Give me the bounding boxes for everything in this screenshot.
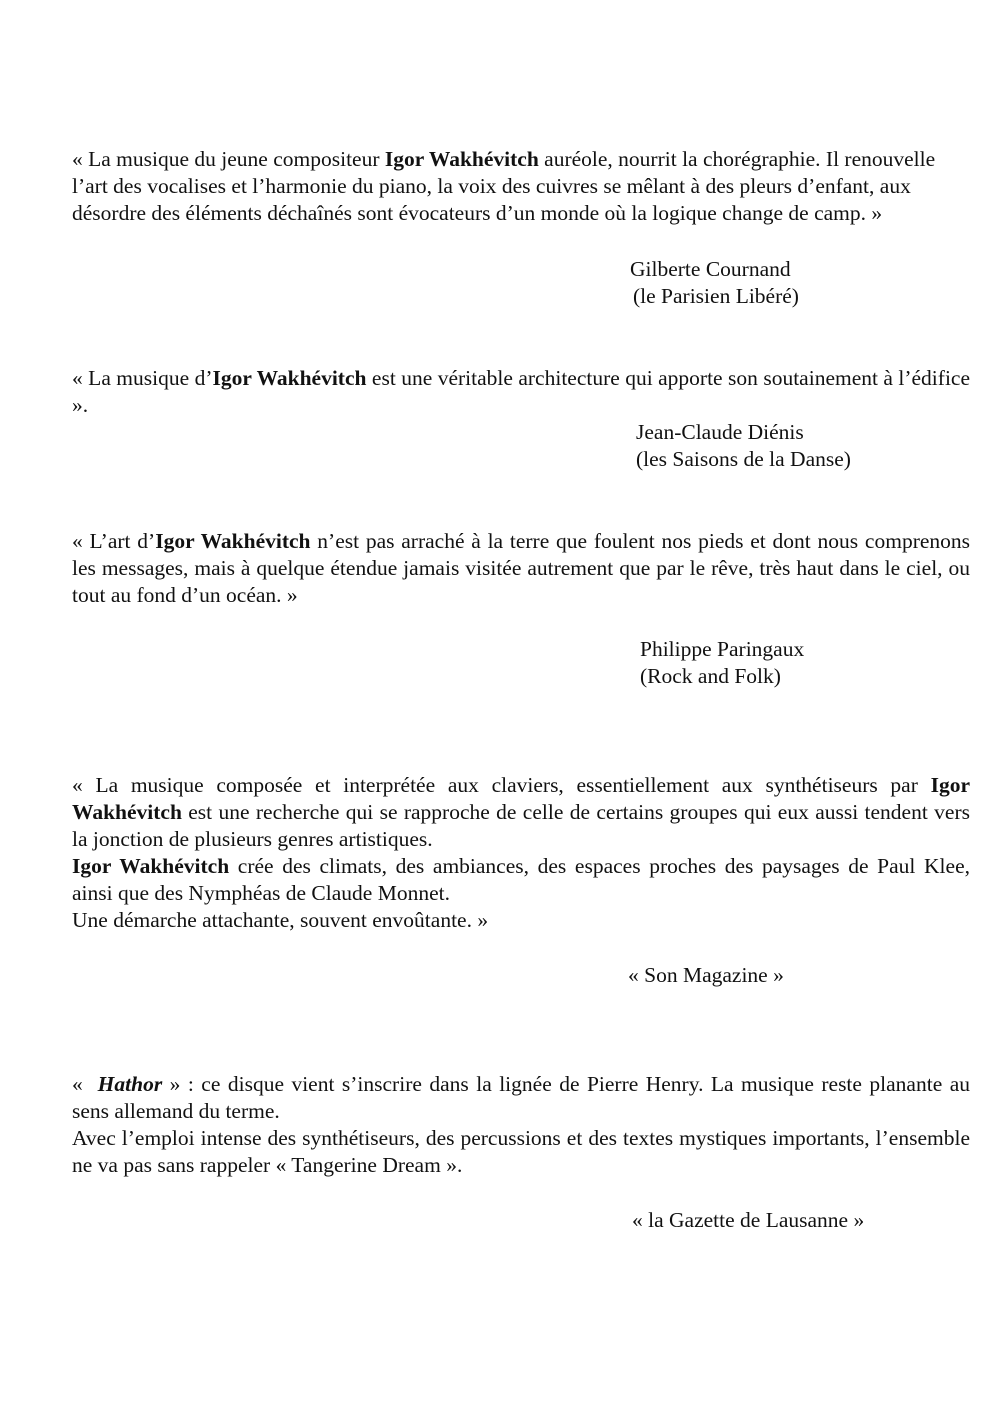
quote-3-publication: (Rock and Folk) [640, 664, 781, 688]
album-title: Hathor [97, 1072, 163, 1096]
quote-2-text: « La musique d’Igor Wakhévitch est une véritable architecture qui apporte son soutainement à l’édifice ». [72, 366, 970, 417]
composer-name: Igor Wakhévitch [384, 147, 539, 171]
quote-3-text: « L’art d’Igor Wakhévitch n’est pas arraché à la terre que foulent nos pieds et dont nous comprenons les messages, mais à quelque étendue jamais visitée autrement que par le rêve, très haut dans le ciel, ou tout au fond d’un océan. » [72, 529, 971, 607]
quote-3 [72, 528, 970, 609]
quote-5-publication: « la Gazette de Lausanne » [632, 1208, 865, 1232]
quote-5-paragraph-1: « Hathor » : ce disque vient s’inscrire dans la lignée de Pierre Henry. La musique reste planante au sens allemand du terme. [72, 1072, 970, 1123]
composer-name: Igor Wakhévitch [72, 854, 230, 878]
composer-name: Igor Wakhévitch [212, 366, 367, 390]
quote-1-author: Gilberte Cournand [630, 257, 791, 281]
quote-1-text: « La musique du jeune compositeur Igor Wakhévitch auréole, nourrit la chorégraphie. Il renouvelle l’art des vocalises et l’harmonie du piano, la voix des cuivres se mêlant à des pleurs d’enfant, aux désordre des éléments déchaînés sont évocateurs d’un monde où la logique change de camp. » [72, 147, 936, 225]
quote-3-attribution [640, 636, 804, 690]
quote-4-publication: « Son Magazine » [628, 963, 784, 987]
composer-name: Igor Wakhévitch [155, 529, 311, 553]
quote-2-publication: (les Saisons de la Danse) [636, 447, 851, 471]
quote-1-attribution [630, 256, 799, 310]
quote-5 [72, 1071, 970, 1179]
quote-2 [72, 365, 970, 419]
quote-4-paragraph-2: Igor Wakhévitch crée des climats, des ambiances, des espaces proches des paysages de Paul Klee, ainsi que des Nymphéas de Claude Monnet. [72, 854, 970, 905]
quote-5-paragraph-2: Avec l’emploi intense des synthétiseurs, des percussions et des textes mystiques importants, l’ensemble ne va pas sans rappeler « Tangerine Dream ». [72, 1126, 970, 1177]
quote-4-paragraph-3: Une démarche attachante, souvent envoûtante. » [72, 908, 489, 932]
quote-5-attribution [632, 1207, 864, 1234]
quote-2-attribution [636, 419, 851, 473]
quote-4 [72, 772, 970, 934]
quote-2-author: Jean-Claude Diénis [636, 420, 804, 444]
quote-4-paragraph-1: « La musique composée et interprétée aux claviers, essentiellement aux synthétiseurs par Igor Wakhévitch est une recherche qui se rapproche de celle de certains groupes qui eux aussi tendent vers la jonction de plusieurs genres artistiques. [72, 773, 970, 851]
quote-4-attribution [628, 962, 784, 989]
quote-3-author: Philippe Paringaux [640, 637, 805, 661]
composer-name: Igor Wakhévitch [72, 773, 970, 824]
quote-1-publication: (le Parisien Libéré) [633, 284, 799, 308]
quote-1 [72, 146, 970, 227]
